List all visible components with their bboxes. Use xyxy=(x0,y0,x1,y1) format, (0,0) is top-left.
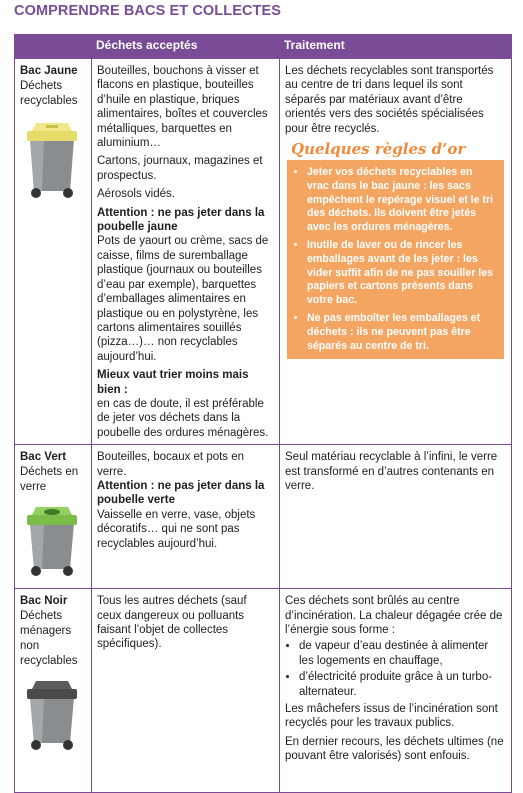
warning-heading: Attention : ne pas jeter dans la poubelle jaune xyxy=(97,206,265,234)
bin-subtitle: Déchets recyclables xyxy=(20,80,78,107)
accepted-text: Bouteilles, bouchons à visser et flacons en plastique, bouteilles d’huile en plastique, briques alimentaires, boîtes et couvercles métalliques, barquettes en aluminium… xyxy=(97,65,268,150)
treatment-text: Les déchets recyclables sont transportés au centre de tri dans lequel ils sont séparés par matériaux avant d’être orientés vers des sociétés spécialisées pour être recyclés. xyxy=(285,65,494,135)
table-row xyxy=(15,59,512,445)
green-bin-icon xyxy=(24,503,80,577)
energy-list xyxy=(285,639,506,699)
tip-item: • Jeter vos déchets recyclables en vrac dans le bac jaune : les sacs empêchent le repérage visuel et le tri des déchets. Ils doivent être jetés avec les ordures ménagères. xyxy=(307,166,496,234)
tip-item: • Inutile de laver ou de rincer les emballages avant de les jeter : les vider suffit afin de ne pas souiller les papiers et cartons présents dans votre bac. xyxy=(307,239,496,307)
list-item: • d’électricité produite grâce à un turbo-alternateur. xyxy=(299,670,506,699)
table-row xyxy=(15,589,512,793)
bin-cell-jaune xyxy=(15,59,92,445)
yellow-bin-icon xyxy=(24,117,80,199)
bin-cell-vert xyxy=(15,445,92,589)
page-title: COMPRENDRE BACS ET COLLECTES xyxy=(14,3,282,19)
table-header-row xyxy=(15,35,512,59)
bin-cell-noir xyxy=(15,589,92,793)
treatment-text: Ces déchets sont brûlés au centre d’incinération. La chaleur dégagée crée de l’énergie sous forme : xyxy=(285,595,503,636)
advice-text: en cas de doute, il est préférable de jeter vos déchets dans la poubelle des ordures ménagères. xyxy=(97,397,269,439)
not-accepted-text: Pots de yaourt ou crème, sacs de caisse, films de suremballage plastique (journaux ou bouteilles d’eau par exemple), barquettes d’emballages alimentaires en plastique ou en polystyrène, les cartons alimentaires souillés (pizza…)… non recyclables aujourd’hui. xyxy=(97,235,269,363)
accepted-cell-vert xyxy=(92,445,280,589)
bin-name: Bac Jaune xyxy=(20,65,78,77)
treatment-text: En dernier recours, les déchets ultimes (ne pouvant être valorisés) sont enfouis. xyxy=(285,735,504,763)
bin-name: Bac Noir xyxy=(20,595,68,608)
advice-heading: Mieux vaut trier moins mais bien : xyxy=(97,369,249,396)
not-accepted-text: Vaisselle en verre, vase, objets décoratifs… qui ne sont pas recyclables aujourd’hui. xyxy=(97,508,256,550)
treatment-cell-jaune xyxy=(280,59,512,445)
accepted-cell-noir xyxy=(92,589,280,793)
black-bin-icon xyxy=(24,677,80,751)
warning-heading: Attention : ne pas jeter dans la poubelle verte xyxy=(97,479,265,507)
accepted-text: Bouteilles, bocaux et pots en verre. xyxy=(97,451,245,478)
treatment-text: Seul matériau recyclable à l’infini, le verre est transformé en d’autres contenants en verre. xyxy=(285,451,498,492)
tips-title: Quelques règles d’or xyxy=(291,140,466,159)
bin-name: Bac Vert xyxy=(20,451,67,464)
accepted-cell-jaune xyxy=(92,59,280,445)
accepted-text: Aérosols vidés. xyxy=(97,188,175,201)
bin-subtitle: Déchets ménagers non recyclables xyxy=(20,610,78,668)
table-row xyxy=(15,445,512,589)
treatment-cell-vert xyxy=(280,445,512,589)
list-item: • de vapeur d’eau destinée à alimenter les logements en chauffage, xyxy=(299,639,506,668)
bin-subtitle: Déchets en verre xyxy=(20,466,79,494)
accepted-text: Cartons, journaux, magazines et prospectus. xyxy=(97,155,263,182)
treatment-cell-noir xyxy=(280,589,512,793)
header-treatment: Traitement xyxy=(280,35,512,59)
tip-item: • Ne pas emboîter les emballages et déchets : ils ne peuvent pas être séparés au centre de tri. xyxy=(307,312,496,353)
treatment-text: Les mâchefers issus de l’incinération sont recyclés pour les travaux publics. xyxy=(285,703,498,730)
tips-box xyxy=(287,160,504,359)
accepted-text: Tous les autres déchets (sauf ceux dangereux ou polluants faisant l’objet de collectes spécifiques). xyxy=(97,595,247,651)
bins-table xyxy=(14,34,512,793)
header-accepted: Déchets acceptés xyxy=(92,35,280,59)
header-blank-cell xyxy=(15,35,92,59)
